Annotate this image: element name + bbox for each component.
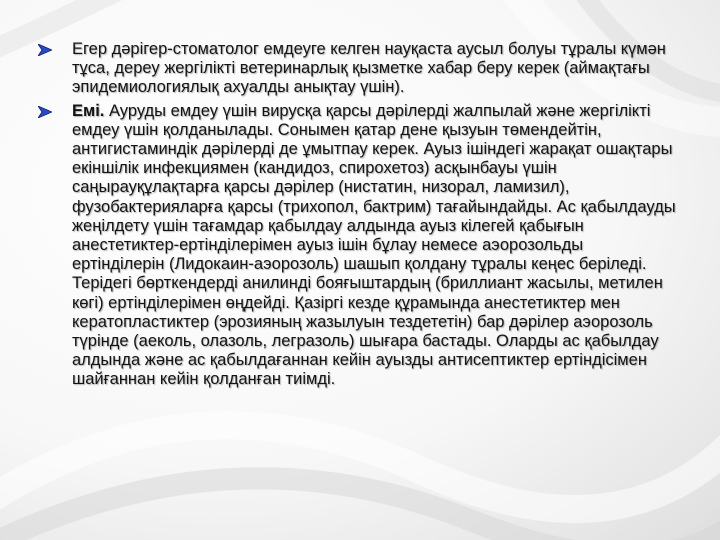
bullet-lead-heading: Емі.: [72, 101, 105, 120]
bullet-list: [36, 40, 676, 394]
bullet-text: Егер дәрігер-стоматолог емдеуге келген науқаста аусыл болуы тұралы күмән тұса, дереу жергілікті ветеринарлық қызметке хабар беру керек (аймақтағы эпидемиологиялық ахуалды анықтау үшін).: [72, 40, 666, 97]
bullet-text: Ауруды емдеу үшін вирусқа қарсы дәрілерді жалпылай және жергілікті емдеу үшін қолданылады. Сонымен қатар дене қызуын төмендейтін, антигистаминдік дәрілерді де ұмытпау керек. Ауыз ішіндегі жарақат ошақтары екіншілік инфекциямен (кандидоз, спирохетоз) асқынбауы үшін саңырауқұлақтарға қарсы дәрілер (нистатин, низорал, ламизил), фузобактерияларға қарсы (трихопол, бактрим) тағайындайды. Ас қабылдауды жеңілдету үшін тағамдар қабылдау алдында ауыз кілегей қабығын анестетиктер-ертінділерімен ауыз ішін бұлау немесе аэорозольды ертінділерін (Лидокаин-аэорозоль) шашып қолдану тұралы кеңес беріледі. Терідегі бөрткендерді анилинді бояғыштардың (бриллиант жасылы, метилен көгі) ертінділерімен өңдейді. Қазіргі кезде құрамында анестетиктер мен кератопластиктер (эрозияның жазылуын тездететін) бар дәрілер аэорозоль түрінде (аеколь, олазоль, легразоль) шығара бастады. Оларды ас қабылдау алдында және ас қабылдағаннан кейін ауызды антисептиктер ертіндісімен шайғаннан кейін қолданған тиімді.: [72, 101, 676, 389]
bullet-item-notification: [36, 40, 676, 98]
arrow-bullet-icon: [38, 106, 52, 118]
bullet-item-treatment: [36, 102, 676, 390]
arrow-bullet-icon: [38, 44, 52, 56]
